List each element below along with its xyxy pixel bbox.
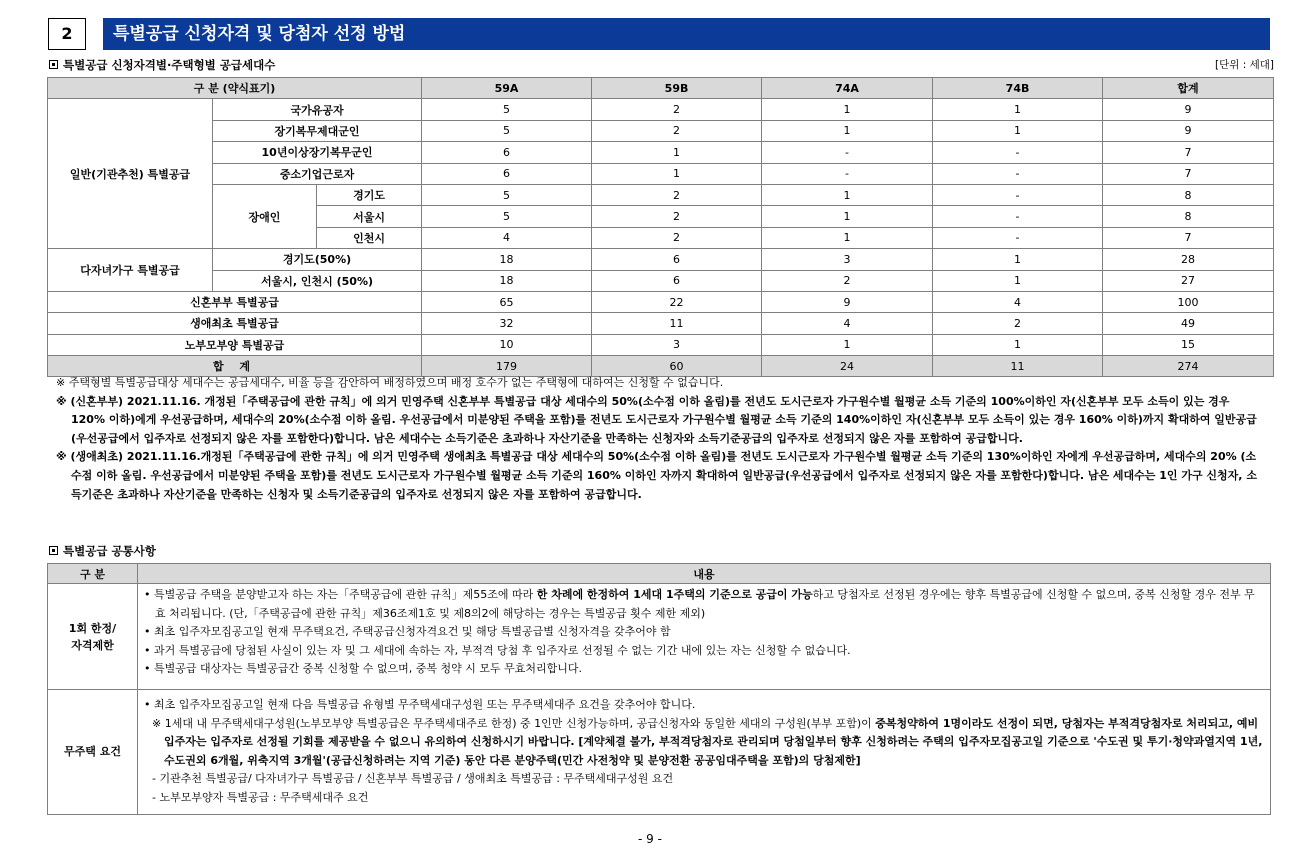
cell-value: 4 bbox=[762, 313, 933, 334]
section-header bbox=[48, 18, 1270, 50]
total-value: 11 bbox=[933, 356, 1103, 377]
supply-table-heading-text: 특별공급 신청자격별·주택형별 공급세대수 bbox=[63, 58, 276, 72]
cell-value: 5 bbox=[422, 99, 592, 120]
cell-value: - bbox=[933, 142, 1103, 163]
row-label: 서울시, 인천시 (50%) bbox=[213, 270, 422, 291]
note-newlyweds: ※ (신혼부부) 2021.11.16. 개정된「주택공급에 관한 규칙」에 의거 민영주택 신혼부부 특별공급 대상 세대수의 50%(소수점 이하 올림)를 전년도 도시근로자 가구원수별 월평균 소득 기준의 100%이하인 자(신혼부부 모두 소득이 있는 경우 120% 이하)에게 우선공급하며, 세대수의 20%(소수점 이하 올림. 우선공급에서 미분양된 주택을 포함)를 전년도 도시근로자 가구원수별 월평균 소득 기준의 140%이하인 자(신혼부부 모두 소득이 있는 경우 160% 이하)까지 확대하여 일반공급(우선공급에서 입주자로 선정되지 않은 자를 포함한다)합니다. 남은 세대수는 소득기준은 초과하나 자산기준을 만족하는 신청자와 소득기준공급의 입주자로 선정되지 않은 자를 포함하여 공급합니다. bbox=[56, 394, 1257, 445]
cell-value: 4 bbox=[422, 227, 592, 248]
common-table bbox=[47, 563, 1271, 815]
page-number: - 9 - bbox=[638, 832, 662, 846]
cell-value: 32 bbox=[422, 313, 592, 334]
cell-value: - bbox=[933, 206, 1103, 227]
cell-value: 1 bbox=[592, 163, 762, 184]
cell-value: 9 bbox=[1103, 120, 1274, 141]
table-row bbox=[48, 291, 1274, 312]
note-allocation: ※ 주택형별 특별공급대상 세대수는 공급세대수, 비율 등을 감안하여 배정하였으며 배정 호수가 없는 주택형에 대하여는 신청할 수 없습니다. bbox=[56, 376, 724, 389]
table-row bbox=[48, 584, 1271, 690]
cell-value: 1 bbox=[933, 249, 1103, 270]
cell-value: - bbox=[762, 163, 933, 184]
row-label: 장기복무제대군인 bbox=[213, 120, 422, 141]
cell-value: 1 bbox=[933, 120, 1103, 141]
cell-value: 10 bbox=[422, 334, 592, 355]
row-label: 생애최초 특별공급 bbox=[48, 313, 422, 334]
column-header: 구 분 bbox=[48, 564, 138, 584]
subgroup-label: 장애인 bbox=[213, 184, 317, 248]
cell-value: 4 bbox=[933, 291, 1103, 312]
cell-value: 1 bbox=[762, 227, 933, 248]
total-value: 274 bbox=[1103, 356, 1274, 377]
row-label: 서울시 bbox=[317, 206, 422, 227]
cell-value: 3 bbox=[762, 249, 933, 270]
total-value: 179 bbox=[422, 356, 592, 377]
cell-value: 6 bbox=[422, 142, 592, 163]
cell-value: 7 bbox=[1103, 163, 1274, 184]
row-label: 경기도 bbox=[317, 184, 422, 205]
cell-value: 9 bbox=[1103, 99, 1274, 120]
cell-value: 1 bbox=[933, 99, 1103, 120]
row-label: 경기도(50%) bbox=[213, 249, 422, 270]
cell-value: 6 bbox=[592, 270, 762, 291]
cell-value: 2 bbox=[592, 99, 762, 120]
bullet-item: • 최초 입주자모집공고일 현재 다음 특별공급 유형별 무주택세대구성원 또는 무주택세대주 요건을 갖추어야 합니다. bbox=[144, 698, 696, 711]
cell-value: 22 bbox=[592, 291, 762, 312]
cell-value: 2 bbox=[933, 313, 1103, 334]
square-bullet-icon bbox=[49, 546, 58, 555]
cell-value: 2 bbox=[592, 120, 762, 141]
row-content bbox=[138, 690, 1271, 815]
cell-value: 9 bbox=[762, 291, 933, 312]
unit-label: [단위 : 세대] bbox=[1215, 59, 1274, 71]
bullet-item: • 특별공급 대상자는 특별공급간 중복 신청할 수 없으며, 중복 청약 시 모두 무효처리합니다. bbox=[144, 662, 582, 676]
bullet-item: • 과거 특별공급에 당첨된 사실이 있는 자 및 그 세대에 속하는 자, 부적격 당첨 후 입주자로 선정될 수 없는 기간 내에 있는 자는 신청할 수 없습니다. bbox=[144, 643, 851, 657]
section-title: 특별공급 신청자격 및 당첨자 선정 방법 bbox=[103, 18, 1270, 50]
total-value: 60 bbox=[592, 356, 762, 377]
cell-value: 1 bbox=[933, 334, 1103, 355]
bullet-item bbox=[144, 586, 1264, 623]
cell-value: 2 bbox=[592, 227, 762, 248]
cell-value: 8 bbox=[1103, 206, 1274, 227]
section-number: 2 bbox=[48, 18, 86, 50]
cell-value: 1 bbox=[762, 184, 933, 205]
cell-value: 1 bbox=[933, 270, 1103, 291]
common-table-heading-text: 특별공급 공통사항 bbox=[63, 544, 156, 558]
cell-value: 100 bbox=[1103, 291, 1274, 312]
column-header: 74A bbox=[762, 78, 933, 99]
supply-table-heading bbox=[49, 57, 275, 73]
column-header: 내용 bbox=[138, 564, 1271, 584]
table-row bbox=[48, 313, 1274, 334]
bullet-item: • 최초 입주자모집공고일 현재 무주택요건, 주택공급신청자격요건 및 해당 특별공급별 신청자격을 갖추어야 함 bbox=[144, 625, 671, 639]
row-label: 신혼부부 특별공급 bbox=[48, 291, 422, 312]
row-label: 국가유공자 bbox=[213, 99, 422, 120]
group-label: 일반(기관추천) 특별공급 bbox=[48, 99, 213, 249]
cell-value: 27 bbox=[1103, 270, 1274, 291]
note-text: ※ 1세대 내 무주택세대구성원(노부모부양 특별공급은 무주택세대주로 한정) 중 1인만 신청가능하며, 공급신청자와 동일한 세대의 구성원(부부 포함)이 bbox=[152, 716, 876, 730]
cell-value: - bbox=[933, 227, 1103, 248]
cell-value: 3 bbox=[592, 334, 762, 355]
bullet-text: • 특별공급 주택을 분양받고자 하는 자는「주택공급에 관한 규칙」제55조에 따라 bbox=[144, 588, 537, 601]
cell-value: 1 bbox=[762, 206, 933, 227]
cell-value: 1 bbox=[762, 334, 933, 355]
cell-value: - bbox=[933, 184, 1103, 205]
column-header: 59B bbox=[592, 78, 762, 99]
cell-value: - bbox=[933, 163, 1103, 184]
cell-value: 11 bbox=[592, 313, 762, 334]
cell-value: 5 bbox=[422, 206, 592, 227]
note-first-time: ※ (생애최초) 2021.11.16.개정된「주택공급에 관한 규칙」에 의거 민영주택 생애최초 특별공급 대상 세대수의 50%(소수점 이하 올림)를 전년도 도시근로자 가구원수별 월평균 소득 기준의 130%이하인 자에게 우선공급하며, 세대수의 20% (소수점 이하 올림. 우선공급에서 미분양된 주택을 포함)를 전년도 도시근로자 가구원수별 월평균 소득 기준의 160% 이하인 자까지 확대하여 일반공급(우선공급에서 입주자로 선정되지 않은 자를 포함한다)합니다. 남은 세대수는 1인 가구 신청자, 소득기준은 초과하나 자산기준을 만족하는 신청자 및 소득기준공급의 입주자로 선정되지 않은 자를 포함하여 공급합니다. bbox=[56, 450, 1257, 501]
table-row bbox=[48, 120, 1274, 141]
common-table-heading bbox=[49, 543, 156, 559]
cell-value: 2 bbox=[592, 206, 762, 227]
cell-value: 2 bbox=[762, 270, 933, 291]
cell-value: 6 bbox=[592, 249, 762, 270]
row-label: 1회 한정/ 자격제한 bbox=[48, 584, 138, 690]
supply-table bbox=[47, 77, 1274, 377]
table-header-row bbox=[48, 78, 1274, 99]
cell-value: 49 bbox=[1103, 313, 1274, 334]
cell-value: 1 bbox=[762, 99, 933, 120]
note-emphasis: 중복청약하여 1명이라도 선정이 되면, 당첨자는 부적격당첨자로 처리되고, 예비입주자는 입주자로 선정될 기회를 제공받을 수 없으니 유의하여 신청하시기 바랍니다. [계약체결 불가, 부적격당첨자로 관리되며 당첨일부터 향후 신청하려는 주택의 입주자모집공고일 기준으로 '수도권 및 투기·청약과열지역 1년, 수도권외 6개월, 위축지역 3개월'(공급신청하려는 지역 기준) 동안 다른 분양주택(민간 사전청약 및 분양전환 공공임대주택을 포함)의 당첨제한] bbox=[164, 716, 1263, 767]
cell-value: 6 bbox=[422, 163, 592, 184]
cell-value: 7 bbox=[1103, 142, 1274, 163]
total-label: 합 계 bbox=[48, 356, 422, 377]
row-label: 노부모부양 특별공급 bbox=[48, 334, 422, 355]
table-row bbox=[48, 163, 1274, 184]
cell-value: 5 bbox=[422, 184, 592, 205]
cell-value: 28 bbox=[1103, 249, 1274, 270]
reference-note bbox=[144, 715, 1264, 771]
row-label: 중소기업근로자 bbox=[213, 163, 422, 184]
table-row bbox=[48, 142, 1274, 163]
column-header: 59A bbox=[422, 78, 592, 99]
row-content bbox=[138, 584, 1271, 690]
group-label: 다자녀가구 특별공급 bbox=[48, 249, 213, 292]
cell-value: 8 bbox=[1103, 184, 1274, 205]
bullet-text: 하고 당첨자로 선정된 경우에는 향후 특별공급에 신청할 수 없으며, 중복 신청할 경우 전부 무효 처리됩니다. (단,「주택공급에 관한 규칙」제36조제1호 및 제8의2에 해당하는 경우는 특별공급 횟수 제한 제외) bbox=[155, 588, 1255, 620]
row-label: 10년이상장기복무군인 bbox=[213, 142, 422, 163]
dash-item: - 기관추천 특별공급/ 다자녀가구 특별공급 / 신혼부부 특별공급 / 생애최초 특별공급 : 무주택세대구성원 요건 bbox=[152, 772, 674, 786]
cell-value: 18 bbox=[422, 270, 592, 291]
column-header: 합계 bbox=[1103, 78, 1274, 99]
cell-value: 2 bbox=[592, 184, 762, 205]
table-header-row bbox=[48, 564, 1271, 584]
cell-value: 7 bbox=[1103, 227, 1274, 248]
square-bullet-icon bbox=[49, 60, 58, 69]
cell-value: 65 bbox=[422, 291, 592, 312]
column-header: 구 분 (약식표기) bbox=[48, 78, 422, 99]
table-row bbox=[48, 249, 1274, 270]
total-value: 24 bbox=[762, 356, 933, 377]
table-row bbox=[48, 184, 1274, 205]
column-header: 74B bbox=[933, 78, 1103, 99]
bullet-emphasis: 한 차례에 한정하여 1세대 1주택의 기준으로 공급이 가능 bbox=[536, 588, 813, 601]
row-label: 인천시 bbox=[317, 227, 422, 248]
cell-value: - bbox=[762, 142, 933, 163]
table-row bbox=[48, 690, 1271, 815]
table-row bbox=[48, 334, 1274, 355]
row-label: 무주택 요건 bbox=[48, 690, 138, 815]
cell-value: 15 bbox=[1103, 334, 1274, 355]
cell-value: 1 bbox=[762, 120, 933, 141]
dash-item: - 노부모부양자 특별공급 : 무주택세대주 요건 bbox=[152, 790, 369, 804]
table-row bbox=[48, 99, 1274, 120]
cell-value: 1 bbox=[592, 142, 762, 163]
table-row bbox=[48, 270, 1274, 291]
notes-block bbox=[56, 374, 1266, 504]
cell-value: 5 bbox=[422, 120, 592, 141]
cell-value: 18 bbox=[422, 249, 592, 270]
